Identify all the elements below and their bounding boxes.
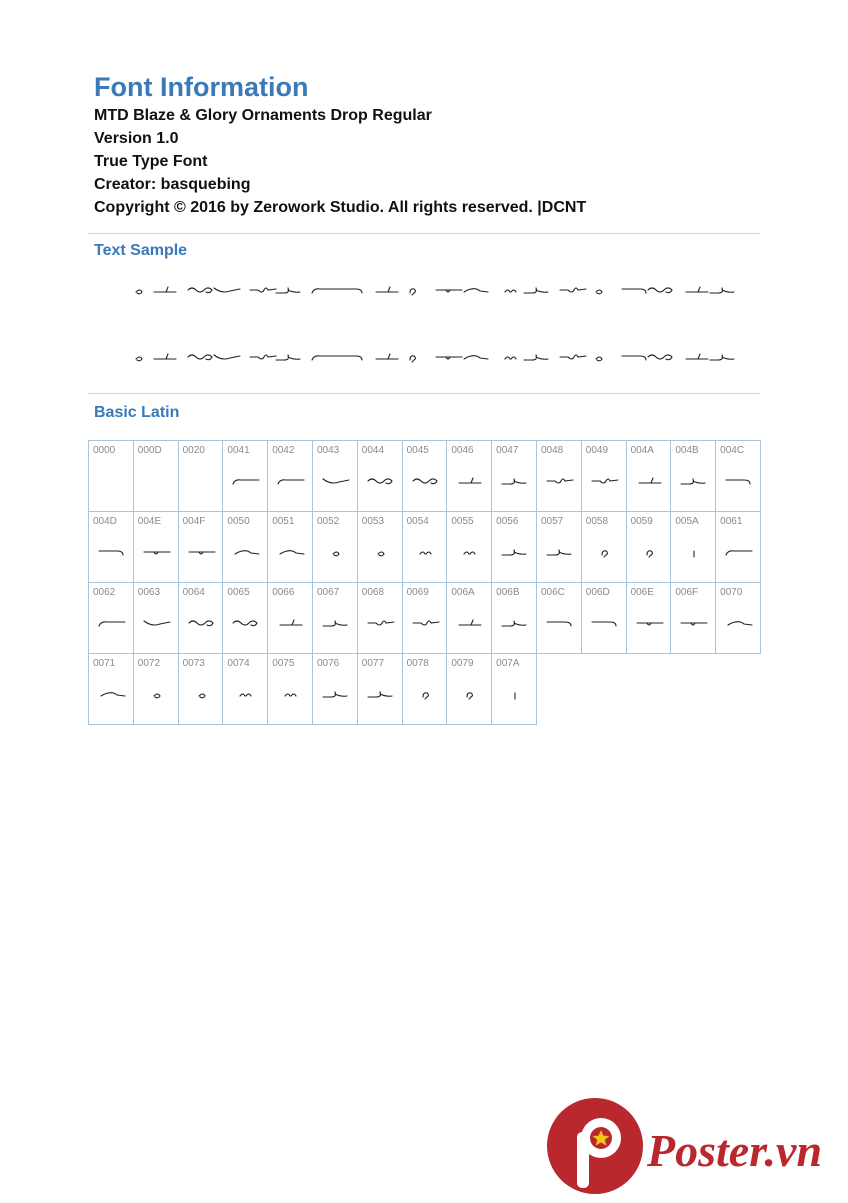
- glyph-code: 0063: [137, 587, 161, 598]
- glyph-cell: [492, 583, 537, 654]
- spiral-glyph: [455, 688, 485, 702]
- tick-right-glyph: [455, 617, 485, 631]
- glyph-cell: [627, 512, 672, 583]
- glyph-code: 0041: [227, 445, 250, 456]
- glyph-code: 0042: [272, 445, 295, 456]
- glyph-cell: [89, 654, 134, 725]
- glyph-cell: [313, 441, 358, 512]
- hook-left-glyph: [724, 546, 754, 560]
- glyph-code: 0048: [540, 445, 564, 456]
- glyph-cell: [223, 583, 268, 654]
- glyph-cell: [268, 512, 313, 583]
- glyph-cell: [447, 654, 492, 725]
- glyph-code: 006A: [451, 587, 475, 598]
- swash-base-glyph: [724, 617, 754, 631]
- glyph-cell: [223, 654, 268, 725]
- glyph-cell: [403, 654, 448, 725]
- glyph-code: 0044: [361, 445, 385, 456]
- small-curl-glyph: [366, 546, 396, 560]
- glyph-cell: [179, 583, 224, 654]
- glyph-code: 0078: [406, 658, 429, 669]
- hook-right-glyph: [724, 475, 754, 489]
- glyph-code: 0047: [496, 445, 519, 456]
- dash-curl-glyph: [635, 617, 665, 631]
- glyph-cell: [403, 583, 448, 654]
- glyph-cell: [492, 654, 537, 725]
- glyph-code: 0059: [630, 516, 653, 527]
- glyph-cell: [447, 583, 492, 654]
- font-copyright: Copyright © 2016 by Zerowork Studio. All rights reserved. |DCNT: [94, 199, 587, 216]
- tick-right-glyph: [276, 617, 306, 631]
- glyph-cell: [537, 441, 582, 512]
- glyph-code: 004F: [182, 516, 206, 527]
- glyph-code: 0067: [316, 587, 340, 598]
- glyph-code: 0074: [227, 658, 250, 669]
- glyph-code: 0061: [720, 516, 743, 527]
- glyph-cell: [716, 441, 761, 512]
- glyph-cell: [358, 441, 403, 512]
- glyph-code: 0079: [451, 658, 474, 669]
- glyph-cell: [268, 654, 313, 725]
- glyph-cell: [358, 654, 403, 725]
- glyph-code: 0051: [272, 516, 295, 527]
- glyph-code: 0071: [93, 658, 116, 669]
- glyph-code: 004E: [137, 516, 162, 527]
- curl-up-glyph: [679, 475, 709, 489]
- glyph-code: 0073: [182, 658, 205, 669]
- double-curl-glyph: [455, 546, 485, 560]
- glyph-cell: [89, 512, 134, 583]
- page-title: Font Information: [94, 72, 309, 102]
- glyph-cell: [358, 512, 403, 583]
- swoosh-down-glyph: [142, 617, 172, 631]
- double-curl-glyph: [411, 546, 441, 560]
- glyph-code: 004D: [93, 516, 117, 527]
- glyph-code: 0057: [540, 516, 564, 527]
- ornament-sample-glyphs: [124, 351, 774, 365]
- glyph-code: 004B: [675, 445, 699, 456]
- poster-vn-logo: [545, 1094, 845, 1198]
- glyph-cell: [671, 583, 716, 654]
- hook-right-glyph: [545, 617, 575, 631]
- glyph-code: 005A: [675, 516, 699, 527]
- glyph-cell: [403, 512, 448, 583]
- glyph-cell: [89, 583, 134, 654]
- ornament-sample-glyphs: [124, 284, 774, 298]
- glyph-cell: [313, 583, 358, 654]
- swash-base-glyph: [97, 688, 127, 702]
- glyph-cell: [582, 441, 627, 512]
- glyph-code: 000D: [137, 445, 162, 456]
- font-version: Version 1.0: [94, 130, 179, 147]
- wave-loop-glyph: [366, 617, 396, 631]
- glyph-cell: [268, 583, 313, 654]
- curl-up-glyph: [366, 688, 396, 702]
- glyph-cell: [403, 441, 448, 512]
- glyph-code: 0049: [585, 445, 609, 456]
- bar-glyph: [679, 546, 709, 560]
- small-curl-glyph: [321, 546, 351, 560]
- divider-middle: [88, 393, 760, 394]
- spiral-glyph: [635, 546, 665, 560]
- small-curl-glyph: [142, 688, 172, 702]
- double-curl-glyph: [231, 688, 261, 702]
- glyph-cell: [716, 512, 761, 583]
- small-curl-glyph: [187, 688, 217, 702]
- font-creator: Creator: basquebing: [94, 176, 251, 193]
- glyph-code: 006F: [675, 587, 699, 598]
- glyph-code: 0069: [406, 587, 429, 598]
- double-loop-glyph: [411, 475, 441, 489]
- glyph-code: 0020: [182, 445, 205, 456]
- glyph-cell: [492, 512, 537, 583]
- swash-base-glyph: [276, 546, 306, 560]
- glyph-code: 0072: [137, 658, 161, 669]
- glyph-code: 004C: [720, 445, 745, 456]
- glyph-cell: [537, 583, 582, 654]
- glyph-code: 0062: [93, 587, 116, 598]
- curl-up-glyph: [545, 546, 575, 560]
- dash-curl-glyph: [679, 617, 709, 631]
- double-curl-glyph: [276, 688, 306, 702]
- tick-right-glyph: [635, 475, 665, 489]
- glyph-cell: [134, 583, 179, 654]
- glyph-code: 0052: [316, 516, 340, 527]
- dash-curl-glyph: [142, 546, 172, 560]
- glyph-code: 0043: [316, 445, 340, 456]
- glyph-code: 0068: [361, 587, 385, 598]
- glyph-cell: [179, 654, 224, 725]
- glyph-cell: [627, 441, 672, 512]
- glyph-cell: [134, 654, 179, 725]
- glyph-code: 006B: [496, 587, 520, 598]
- glyph-cell: [492, 441, 537, 512]
- glyph-cell: [537, 512, 582, 583]
- curl-up-glyph: [500, 475, 530, 489]
- swash-base-glyph: [231, 546, 261, 560]
- glyph-cell: [447, 441, 492, 512]
- glyph-code: 006D: [585, 587, 610, 598]
- glyph-cell: [223, 512, 268, 583]
- glyph-code: 0075: [272, 658, 295, 669]
- text-sample-line: [124, 284, 774, 298]
- glyph-code: 0050: [227, 516, 250, 527]
- curl-up-glyph: [500, 617, 530, 631]
- double-loop-glyph: [231, 617, 261, 631]
- hook-right-glyph: [97, 546, 127, 560]
- spiral-glyph: [590, 546, 620, 560]
- glyph-code: 0054: [406, 516, 429, 527]
- glyph-cell: [179, 441, 224, 512]
- glyph-code: 0055: [451, 516, 474, 527]
- dash-curl-glyph: [187, 546, 217, 560]
- glyph-code: 0046: [451, 445, 474, 456]
- glyph-cell: [313, 654, 358, 725]
- glyph-code: 0064: [182, 587, 205, 598]
- glyph-code: 0066: [272, 587, 295, 598]
- glyph-code: 0076: [316, 658, 340, 669]
- divider-top: [88, 233, 760, 234]
- wave-loop-glyph: [411, 617, 441, 631]
- glyph-cell: [223, 441, 268, 512]
- curl-up-glyph: [500, 546, 530, 560]
- hook-left-glyph: [97, 617, 127, 631]
- glyph-table: [88, 440, 761, 725]
- glyph-code: 007A: [496, 658, 520, 669]
- basic-latin-heading: Basic Latin: [94, 404, 180, 421]
- glyph-cell: [134, 512, 179, 583]
- glyph-cell: [582, 583, 627, 654]
- spiral-glyph: [411, 688, 441, 702]
- glyph-code: 0053: [361, 516, 385, 527]
- curl-up-glyph: [321, 617, 351, 631]
- glyph-code: 006E: [630, 587, 654, 598]
- glyph-cell: [671, 441, 716, 512]
- glyph-code: 0056: [496, 516, 519, 527]
- glyph-cell: [358, 583, 403, 654]
- glyph-code: 0077: [361, 658, 385, 669]
- watermark-text: Poster.vn: [647, 1125, 823, 1176]
- hook-right-glyph: [590, 617, 620, 631]
- font-name: MTD Blaze & Glory Ornaments Drop Regular: [94, 107, 432, 124]
- glyph-cell: [582, 512, 627, 583]
- font-info: [94, 104, 586, 219]
- wave-loop-glyph: [545, 475, 575, 489]
- hook-left-glyph: [231, 475, 261, 489]
- wave-loop-glyph: [590, 475, 620, 489]
- text-sample-heading: Text Sample: [94, 242, 188, 259]
- glyph-cell: [268, 441, 313, 512]
- glyph-code: 0065: [227, 587, 250, 598]
- double-loop-glyph: [366, 475, 396, 489]
- hook-left-glyph: [276, 475, 306, 489]
- glyph-cell: [134, 441, 179, 512]
- bar-glyph: [500, 688, 530, 702]
- tick-right-glyph: [455, 475, 485, 489]
- glyph-code: 0070: [720, 587, 743, 598]
- glyph-cell: [671, 512, 716, 583]
- glyph-cell: [627, 583, 672, 654]
- glyph-cell: [89, 441, 134, 512]
- glyph-cell: [313, 512, 358, 583]
- font-type: True Type Font: [94, 153, 208, 170]
- glyph-code: 006C: [540, 587, 565, 598]
- text-sample-line: [124, 351, 774, 365]
- glyph-cell: [716, 583, 761, 654]
- glyph-cell: [447, 512, 492, 583]
- curl-up-glyph: [321, 688, 351, 702]
- double-loop-glyph: [187, 617, 217, 631]
- glyph-code: 0058: [585, 516, 609, 527]
- swoosh-down-glyph: [321, 475, 351, 489]
- glyph-cell: [179, 512, 224, 583]
- glyph-code: 0045: [406, 445, 429, 456]
- glyph-code: 004A: [630, 445, 654, 456]
- glyph-code: 0000: [93, 445, 116, 456]
